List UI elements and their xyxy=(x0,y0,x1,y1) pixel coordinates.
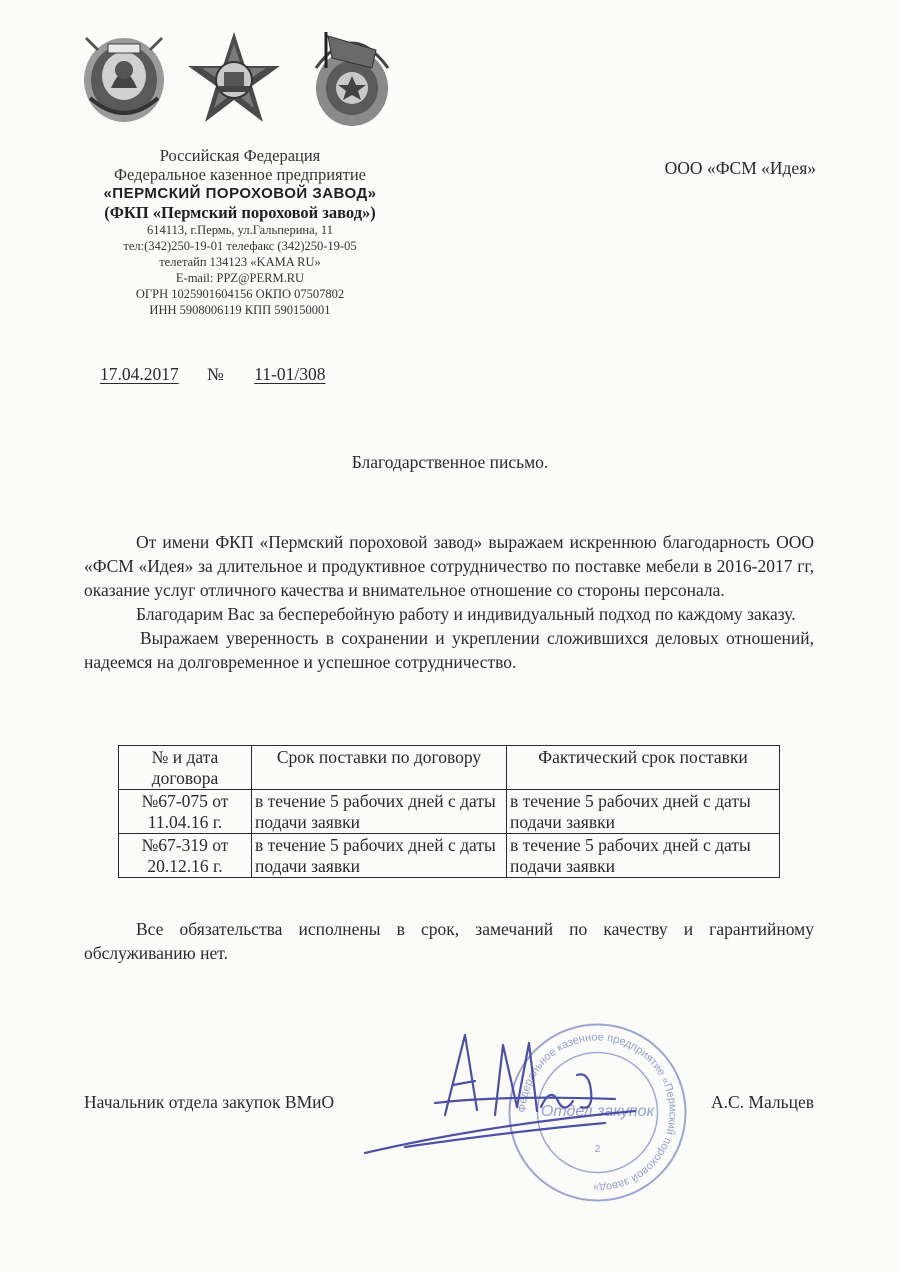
recipient: ООО «ФСМ «Идея» xyxy=(664,158,816,178)
contracts-table xyxy=(118,745,780,878)
stamp-center-text: Отдел закупок xyxy=(540,1103,655,1120)
table-cell: в течение 5 рабочих дней с даты подачи заявки xyxy=(252,790,507,834)
number-sign: № xyxy=(207,364,224,384)
letterhead-phone: тел:(342)250-19-01 телефакс (342)250-19-05 xyxy=(123,239,357,253)
letterhead-country: Российская Федерация xyxy=(159,146,321,165)
paragraph-2: Благодарим Вас за бесперебойную работу и индивидуальный подход по каждому заказу. xyxy=(136,604,796,624)
letterhead-ogrn: ОГРН 1025901604156 ОКПО 07507802 xyxy=(135,287,345,301)
signer-position: Начальник отдела закупок ВМиО xyxy=(84,1092,335,1112)
signer-name: А.С. Мальцев xyxy=(710,1092,814,1112)
table-header: Срок поставки по договору xyxy=(252,746,507,790)
table-cell: №67-319 от 20.12.16 г. xyxy=(119,834,252,878)
table-header-row xyxy=(119,746,780,790)
registration-line xyxy=(82,364,326,385)
red-banner-order-icon xyxy=(306,28,398,132)
letterhead-org-name: «ПЕРМСКИЙ ПОРОХОВОЙ ЗАВОД» xyxy=(103,185,377,202)
table-row xyxy=(119,834,780,878)
table-cell: в течение 5 рабочих дней с даты подачи заявки xyxy=(507,834,780,878)
closing-text xyxy=(84,917,814,965)
letterhead-inn: ИНН 5908006119 КПП 590150001 xyxy=(149,303,331,317)
table-header: № и дата договора xyxy=(119,746,252,790)
order-of-lenin-icon xyxy=(78,28,170,128)
paragraph-3: Выражаем уверенность в сохранении и укреплении сложившихся деловых отношений, надеемся на долговременное и успешное сотрудничество. xyxy=(84,628,814,672)
stamp-outer-text: Федеральное казенное предприятие «Пермский пороховой завод» xyxy=(516,1031,679,1194)
closing-paragraph: Все обязательства исполнены в срок, замечаний по качеству и гарантийному обслуживанию нет. xyxy=(84,919,814,963)
orders-emblems xyxy=(78,28,398,138)
document-title: Благодарственное письмо. xyxy=(351,452,549,472)
stamp-number: 2 xyxy=(594,1144,601,1155)
letter-date: 17.04.2017 xyxy=(100,364,179,384)
table-header: Фактический срок поставки xyxy=(507,746,780,790)
letterhead-teletype: телетайп 134123 «KAMA RU» xyxy=(159,255,321,269)
paragraph-1: От имени ФКП «Пермский пороховой завод» выражаем искреннюю благодарность ООО «ФСМ «Идея» за длительное и продуктивное сотрудничество по поставке мебели в 2016-2017 гг, оказание услуг отличного качества и внимательное отношение со стороны персонала. xyxy=(84,532,814,600)
table-cell: в течение 5 рабочих дней с даты подачи заявки xyxy=(507,790,780,834)
letter-number: 11-01/308 xyxy=(254,364,326,384)
letterhead-org-type: Федеральное казенное предприятие xyxy=(113,165,366,184)
letterhead xyxy=(60,146,420,318)
table-row xyxy=(119,790,780,834)
body-text xyxy=(84,530,814,674)
table-cell: №67-075 от 11.04.16 г. xyxy=(119,790,252,834)
red-star-order-icon xyxy=(188,28,280,132)
letterhead-address: 614113, г.Пермь, ул.Гальперина, 11 xyxy=(147,223,333,237)
letterhead-email: E-mail: PPZ@PERM.RU xyxy=(175,271,305,285)
table-cell: в течение 5 рабочих дней с даты подачи заявки xyxy=(252,834,507,878)
handwritten-signature xyxy=(345,1015,645,1165)
letterhead-org-short: (ФКП «Пермский пороховой завод») xyxy=(104,203,376,222)
